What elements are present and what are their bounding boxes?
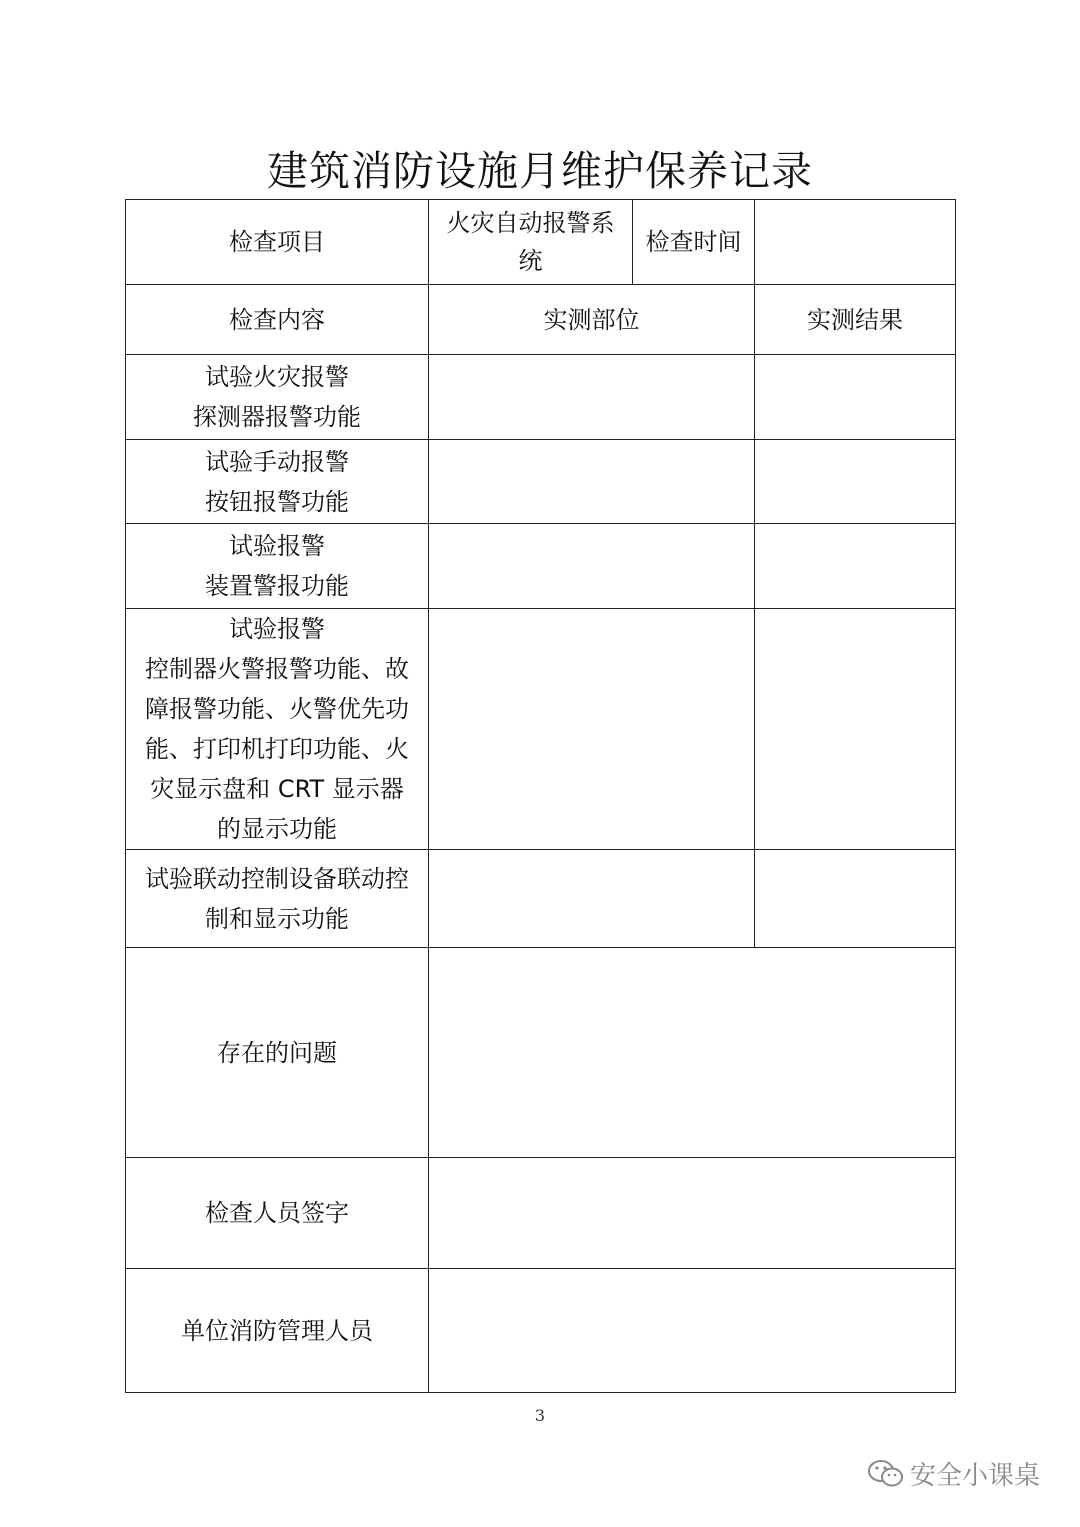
check-content-line: 灾显示盘和 CRT 显示器 [150,775,404,803]
measured-location-cell[interactable] [429,524,755,609]
check-row [126,524,956,609]
header-row [126,200,956,285]
check-content-line: 控制器火警报警功能、故 [145,655,409,683]
inspection-item-label: 检查项目 [126,200,429,285]
check-content-line: 装置警报功能 [205,572,349,600]
check-content-line: 障报警功能、火警优先功 [145,695,409,723]
measured-location-cell[interactable] [429,609,755,850]
inspection-item-value-line-2: 统 [518,247,543,275]
check-row [126,440,956,524]
page-number: 3 [534,1406,546,1425]
check-content-line: 探测器报警功能 [193,403,361,431]
column-header-row [126,285,956,355]
check-content-line: 制和显示功能 [205,904,349,933]
problems-row [126,948,956,1158]
check-row [126,355,956,440]
result-column-header: 实测结果 [755,285,956,355]
watermark-text: 安全小课桌 [910,1461,1041,1491]
fire-manager-label: 单位消防管理人员 [126,1269,429,1393]
measured-location-cell[interactable] [429,850,755,948]
check-row [126,609,956,850]
measured-result-cell[interactable] [755,440,956,524]
document-title: 建筑消防设施月维护保养记录 [267,147,813,195]
check-content-line: 试验手动报警 [205,447,349,476]
check-content-line: 按钮报警功能 [205,487,349,516]
check-content [126,850,429,948]
wechat-icon [868,1459,904,1489]
manager-row [126,1269,956,1393]
check-content [126,440,429,524]
measured-result-cell[interactable] [755,609,956,850]
inspector-signature-label: 检查人员签字 [126,1158,429,1269]
content-column-header: 检查内容 [126,285,429,355]
check-content-line: 试验报警 [229,532,325,560]
check-content-line: 试验联动控制设备联动控 [145,864,409,893]
measured-location-cell[interactable] [429,440,755,524]
check-content [126,355,429,440]
check-content-line: 试验报警 [229,615,325,643]
check-row [126,850,956,948]
measured-result-cell[interactable] [755,850,956,948]
maintenance-record-table [125,199,956,1393]
measured-location-cell[interactable] [429,355,755,440]
watermark [868,1455,1040,1492]
check-content [126,524,429,609]
inspection-item-value [429,200,633,285]
check-content-line: 能、打印机打印功能、火 [145,735,409,763]
problems-label: 存在的问题 [126,948,429,1158]
inspector-row [126,1158,956,1269]
fire-manager-field[interactable] [429,1269,956,1393]
check-content-line: 试验火灾报警 [205,363,349,391]
check-content-line: 的显示功能 [217,815,337,843]
check-content [126,609,429,850]
inspection-item-value-line-1: 火灾自动报警系 [446,209,615,237]
inspection-time-value[interactable] [755,200,956,285]
measured-result-cell[interactable] [755,524,956,609]
measured-result-cell[interactable] [755,355,956,440]
location-column-header: 实测部位 [429,285,755,355]
inspection-time-label: 检查时间 [633,200,755,285]
inspector-signature-field[interactable] [429,1158,956,1269]
problems-field[interactable] [429,948,956,1158]
